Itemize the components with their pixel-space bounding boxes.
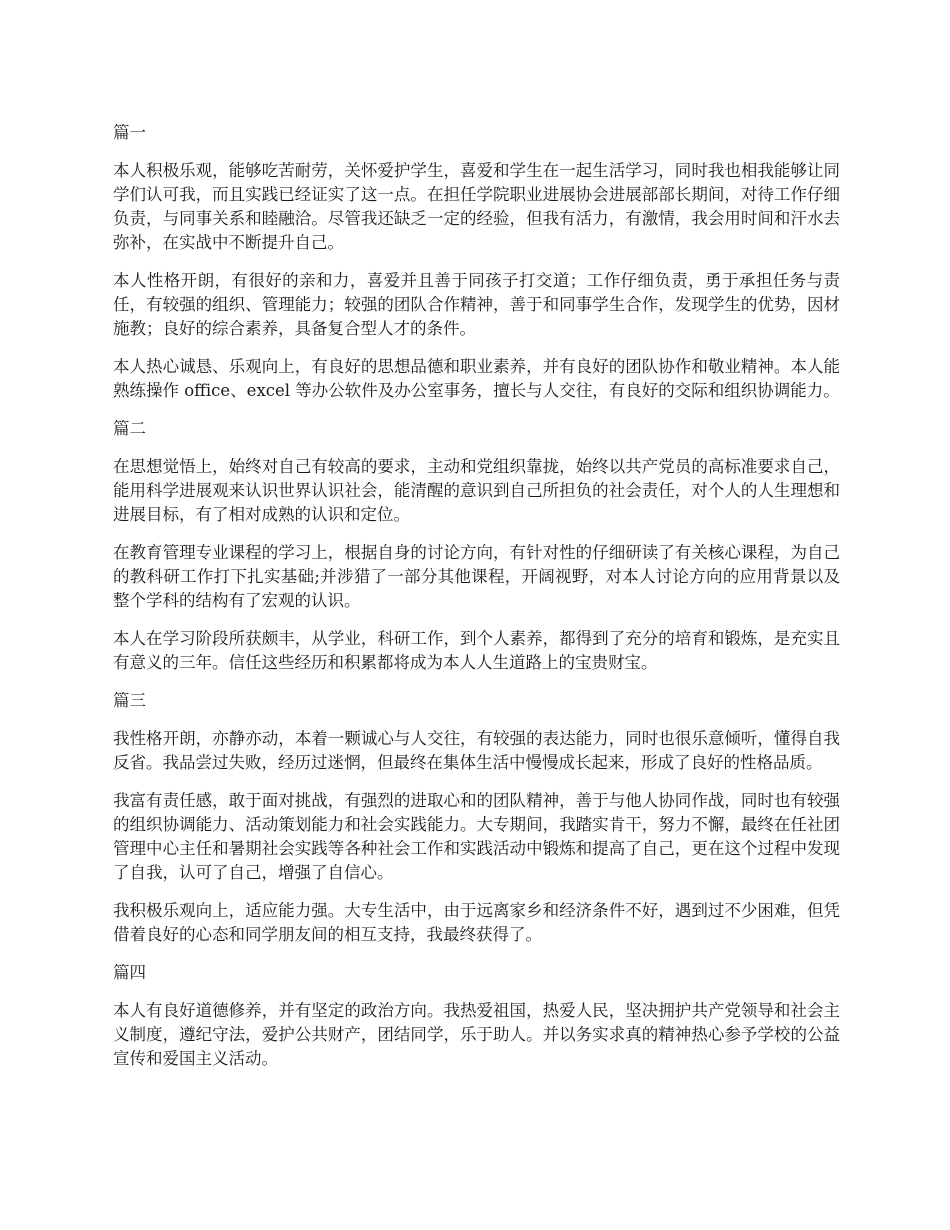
paragraph: 我积极乐观向上，适应能力强。大专生活中，由于远离家乡和经济条件不好，遇到过不少困难，但凭借着良好的心态和同学朋友间的相互支持，我最终获得了。 (113, 901, 840, 944)
paragraph: 我性格开朗，亦静亦动，本着一颗诚心与人交往，有较强的表达能力，同时也很乐意倾听，懂得自我反省。我品尝过失败，经历过迷惘，但最终在集体生活中慢慢成长起来，形成了良好的性格品质。 (113, 729, 840, 772)
section-4 (113, 961, 840, 1071)
section-heading: 篇四 (113, 963, 146, 982)
paragraph: 本人性格开朗，有很好的亲和力，喜爱并且善于同孩子打交道；工作仔细负责，勇于承担任务与责任，有较强的组织、管理能力；较强的团队合作精神，善于和同事学生合作，发现学生的优势，因材施教；良好的综合素养，具备复合型人才的条件。 (113, 271, 840, 338)
section-1 (113, 121, 840, 403)
paragraph: 我富有责任感，敢于面对挑战，有强烈的进取心和的团队精神，善于与他人协同作战，同时也有较强的组织协调能力、活动策划能力和社会实践能力。大专期间，我踏实肯干，努力不懈，最终在任社团管理中心主任和暑期社会实践等各种社会工作和实践活动中锻炼和提高了自己，更在这个过程中发现了自我，认可了自己，增强了自信心。 (113, 791, 840, 882)
section-heading: 篇三 (113, 691, 146, 710)
document-page (113, 121, 840, 1085)
section-heading: 篇一 (113, 123, 146, 142)
paragraph: 本人积极乐观，能够吃苦耐劳，关怀爱护学生，喜爱和学生在一起生活学习，同时我也相我能够让同学们认可我，而且实践已经证实了这一点。在担任学院职业进展协会进展部部长期间，对待工作仔细负责，与同事关系和睦融洽。尽管我还缺乏一定的经验，但我有活力，有激情，我会用时间和汗水去弥补，在实战中不断提升自己。 (113, 161, 840, 252)
section-heading: 篇二 (113, 419, 146, 438)
paragraph: 本人在学习阶段所获颇丰，从学业，科研工作，到个人素养，都得到了充分的培育和锻炼，是充实且有意义的三年。信任这些经历和积累都将成为本人人生道路上的宝贵财宝。 (113, 629, 840, 672)
paragraph: 本人有良好道德修养，并有坚定的政治方向。我热爱祖国，热爱人民，坚决拥护共产党领导和社会主义制度，遵纪守法，爱护公共财产，团结同学，乐于助人。并以务实求真的精神热心参予学校的公益宣传和爱国主义活动。 (113, 1001, 840, 1068)
paragraph: 在教育管理专业课程的学习上，根据自身的讨论方向，有针对性的仔细研读了有关核心课程，为自己的教科研工作打下扎实基础;并涉猎了一部分其他课程，开阔视野，对本人讨论方向的应用背景以及整个学科的结构有了宏观的认识。 (113, 543, 840, 610)
section-3 (113, 689, 840, 947)
paragraph: 本人热心诚恳、乐观向上，有良好的思想品德和职业素养，并有良好的团队协作和敬业精神。本人能熟练操作 office、excel 等办公软件及办公室事务，擅长与人交往，有良好的交际和组织协调能力。 (113, 357, 840, 400)
paragraph: 在思想觉悟上，始终对自己有较高的要求，主动和党组织靠拢，始终以共产党员的高标准要求自己，能用科学进展观来认识世界认识社会，能清醒的意识到自己所担负的社会责任，对个人的人生理想和进展目标，有了相对成熟的认识和定位。 (113, 457, 840, 524)
section-2 (113, 417, 840, 675)
